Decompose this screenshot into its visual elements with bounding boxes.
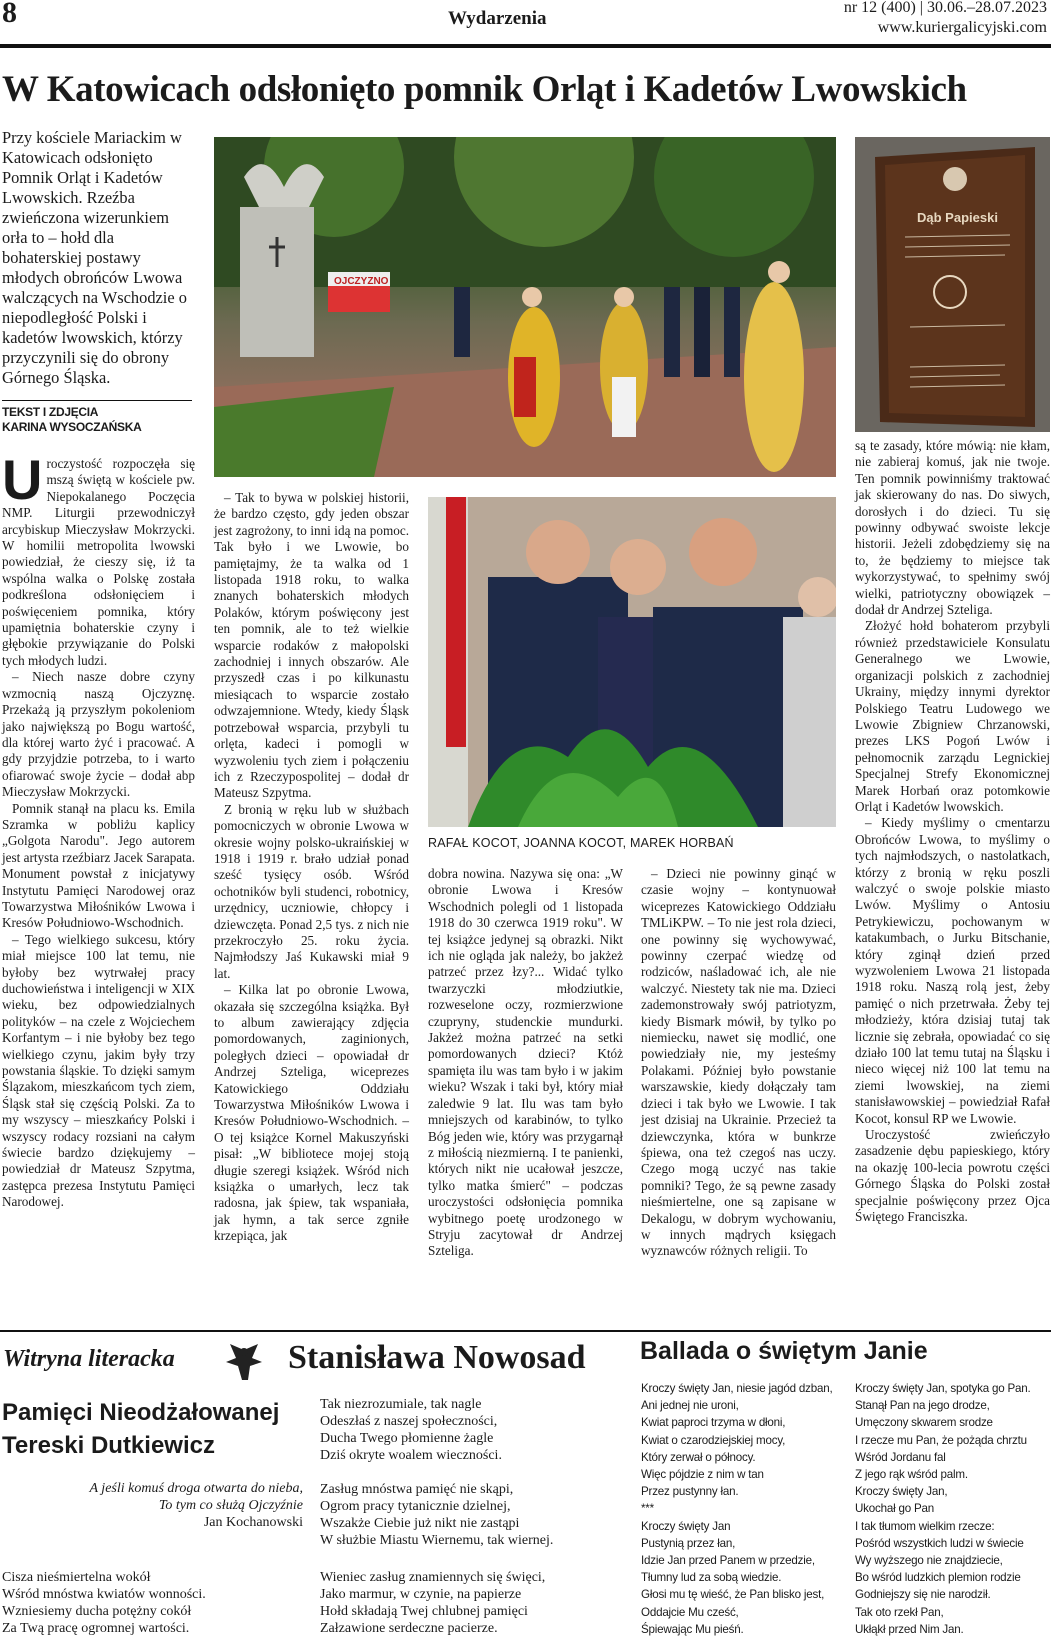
paragraph: Złożyć hołd bohaterom przybyli również przedstawiciele Konsulatu Generalnego we Lwowie, organizacji polskich z zachodniej Ukrainy, między innymi dyrektor Polskiego Teatru Ludowego we Lwowie Zbigniew Chrzanowski, prezes LKS Pogoń Lwów i pełnomocnik zarządu Legnickiej Specjalnej Strefy Ekonomicznej Marek Horbań oraz potomkowie Orląt i Kadetów lwowskich. [855,618,1050,814]
issue-number: nr 12 (400) | 30.06.–28.07.2023 [843,0,1047,16]
article-headline: W Katowicach odsłonięto pomnik Orląt i Kadetów Lwowskich [2,69,967,110]
poem-line: Za Twą pracę ogromnej wartości. [2,1621,190,1636]
article-column-4 [641,866,836,1260]
paragraph: roczystość rozpoczęła się mszą świętą w kościele pw. Niepokalanego Poczęcia NMP. Liturgii przewodniczył arcybiskup Mieczysław Mokrzycki. W homilii metropolita lwowski powiedział, że cieszy się, iż ta wspólna walka o Polskę została podkreślona odsłonięciem i poświęceniem pomnika, który upamiętnia bohaterskie czyny i głębokie przywiązanie do Polski tych młodych ludzi. [2,456,195,668]
ceremony-photo [214,137,836,477]
paragraph: – Tego wielkiego sukcesu, który miał miejsce 100 lat temu, nie byłoby bez wytrwałej pracy duchowieństwa i inteligencji w XIX wieku, bez odpowiedzialnych polityków – na czele z Wojciechem Korfantym – i nie byłoby bez tego wielkiego czynu, jakim były trzy powstania śląskie. To dzięki samym Ślązakom, mieszkańcom tych ziem, Śląsk stał się częścią Polski. Za to my wszyscy – mieszkańcy Polski i wszyscy rodacy rozsiani na całym świecie bardzo dziękujemy – powiedział dr Mateusz Szpytma, zastępca prezesa Instytutu Pamięci Narodowej. [2,931,195,1210]
issue-info [844,0,1047,38]
poem-line: W służbie Miastu Wiernemu, tak wiernej. [320,1533,554,1548]
ballad-line: Idzie Jan przed Panem w przedzie, [641,1554,815,1568]
ballad-line: Kwiat o czarodziejskiej mocy, [641,1433,786,1447]
ballad-line: Kroczy święty Jan [641,1519,731,1533]
ballad-title: Ballada o świętym Janie [640,1337,928,1365]
poem-line: Odeszłaś z naszej społeczności, [320,1414,498,1429]
page-number: 8 [2,0,17,29]
ballad-line: Więc pójdzie z nim w tan [641,1468,764,1482]
epigraph-author: Jan Kochanowski [203,1515,303,1530]
ballad-line: Kwiat paproci trzyma w dłoni, [641,1416,786,1430]
poem-line: Ogrom pracy tytanicznie dzielnej, [320,1499,511,1514]
ballad-line: Kroczy święty Jan, spotyka go Pan. [855,1382,1031,1395]
paragraph: Z bronią w ręku lub w służbach pomocniczych w obronie Lwowa w okresie wojny polsko-ukraińskiej w 1918 i 1919 r. brało udział ponad sześć tysięcy osób. Wśród ochotników byli studenci, robotnicy, urzędnicy, uczniowie, chłopcy i dziewczęta. Ponad 2,5 tys. z nich nie przekroczyło 25. roku życia. Najmłodszy Jaś Kukawski miał 9 lat. [214,801,409,981]
paragraph: – Dzieci nie powinny ginąć w czasie wojny – kontynuował wiceprezes Katowickiego Oddziału TMLiKPW. – To nie jest rola dzieci, one powinny się wychowywać, powinny czerpać wiedzę od rodziców, naśladować ich, ale nie walczyć. Niestety tak nie ma. Dzieci zademonstrowały swój patriotyzm, kiedy Bismark mówił, by tylko po niemiecku, nawet się modlić, one powiedziały nie, my jesteśmy Polakami. Później było powstanie warszawskie, kiedy dołączały tam dzieci i tak było we Lwowie. I tak jest dzisiaj na Ukrainie. Przecież ta dziewczynka, która w bunkrze śpiewa, ona też czegoś nas uczy. Czego mogą uczyć nas takie pomniki? Tego, że są pewne zasady nieśmiertelne, one są zapisane w Dekalogu, w dobrym wychowaniu, w innych mądrych księgach wyznawców różnych religii. To [641,866,836,1259]
section-divider [0,1330,1051,1332]
poem-stanza [2,1569,292,1637]
poem-stanza [320,1481,620,1549]
banner-text: OJCZYZNO [334,276,389,287]
photo-caption: RAFAŁ KOCOT, JOANNA KOCOT, MAREK HORBAŃ [428,836,734,850]
ballad-line: I tak tłumom wielkim rzecze: [855,1519,995,1533]
poet-name: Stanisława Nowosad [288,1339,586,1376]
ballad-line: Pośród wszystkich ludzi w świecie [855,1536,1024,1550]
header-rule [0,44,1051,48]
paragraph: – Kilka lat po obronie Lwowa, okazała się szczególna książka. Był to album zawierający zdjęcia pomordowanych, zaginionych, poległych dzieci – opowiadał dr Andrzej Szteliga, wiceprezes Katowickiego Oddziału Towarzystwa Miłośników Lwowa i Kresów Południowo-Wschodnich. – O tej książce Kornel Makuszyński pisał: „W bibliotece mojej stoją długie szeregi książek. Wśród nich książka o umarłych, lecz tak radosna, jak śpiew, tak wspaniała, jak hymn, a tak serce zgniłe krzepiąca, jak [214,982,409,1244]
website-link[interactable]: www.kuriergalicyjski.com [877,19,1047,36]
dropcap: U [2,448,43,511]
poem-line: Tak niezrozumiale, tak nagle [320,1397,482,1412]
ballad-line: Ukochał go Pan [855,1502,935,1516]
ballad-line: Tłumny lud za sobą wiedzie. [641,1571,782,1585]
poem-line: Hołd składają Twej chlubnej pamięci [320,1604,528,1619]
article-column-3 [428,866,623,1260]
ballad-line: Który zerwał o północy. [641,1450,756,1464]
poem-title-line: Tereski Dutkiewicz [2,1432,215,1459]
ballad-line: I rzecze mu Pan, że pożąda chrztu [855,1433,1027,1447]
paragraph: – Tak to bywa w polskiej historii, że bardzo często, gdy jeden obszar jest zagrożony, to inni idą na pomoc. Tak było i we Lwowie, bo pamiętajmy, że ta walka od 1 listopada 1918 roku, to walka znanych bohaterskich młodych Polaków, którym poświęcony jest ten pomnik, ale to też wielkie wsparcie rodaków z małopolski zachodniej i innych obszarów. Ale przyszedł czas i po kilkunastu miesiącach to wsparcie zostało odwzajemnione. Wtedy, kiedy Śląsk potrzebował wsparcia, przybyli tu orlęta, kadeci i pomogli w wyzwoleniu tych ziem i połączeniu ich z Rzeczypospolitej – dodał dr Mateusz Szpytma. [214,490,409,801]
ballad-line: Oddajcie Mu cześć, [641,1605,739,1619]
plaque-title: Dąb Papieski [917,210,998,225]
article-lead: Przy kościele Mariackim w Katowicach odsłonięto Pomnik Orląt i Kadetów Lwowskich. Rzeźba zwieńczona wizerunkiem orła to – hołd dla bohaterskiej postawy młodych obrońców Lwowa walczących na Wschodzie o niepodległość Polski i kadetów lwowskich, którzy przyczynili się do obrony Górnego Śląska. [2,128,187,387]
poem-line: Załzawione serdeczne pacierze. [320,1621,498,1636]
paragraph: – Kiedy myślimy o cmentarzu Obrońców Lwowa, to myślimy o tych najmłodszych, o nastolatkach, którzy z bronią w ręku poszli walczyć o swoje polskie miasto Lwów. Myślimy o Antosiu Petrykiewiczu, pochowanym w katakumbach, o Jurku Bitschanie, który zginął dzień przed wyzwoleniem Lwowa 21 listopada 1918 roku. Naszą rolą jest, żeby pamięć o nich przetrwała. Żeby tej młodzieży, która dzisiaj tutaj tak licznie się zebrała, opowiadać co się działo 100 lat temu tutaj na Śląsku i nieco więcej niż 100 lat temu na ziemi lwowskiej, na ziemi stanisławowskiej – powiedział Rafał Kocot, konsul RP we Lwowie. [855,815,1050,1126]
plaque-illustration [855,137,1050,432]
article-column-5 [855,438,1050,1226]
plaque-photo [855,137,1050,432]
ballad-line: Ukłąkł przed Nim Jan. [855,1622,964,1636]
poem-title [2,1396,279,1462]
ballad-line: Ani jednej nie uroni, [641,1399,739,1413]
ballad-line: Śpiewając Mu pieśń. [641,1622,744,1636]
ballad-line: Kroczy święty Jan, [855,1485,948,1499]
poem-stanza [320,1396,620,1464]
angel-icon [222,1340,266,1384]
ceremony-illustration [214,137,836,477]
article-column-2 [214,490,409,1245]
poem-line: Dziś okryte woalem wieczności. [320,1448,502,1463]
poem-line: Wieniec zasług znamiennych się święci, [320,1570,546,1585]
poem-line: Ducha Twego płomienne żagle [320,1431,494,1446]
paragraph: Pomnik stanął na placu ks. Emila Szramka w pobliżu kaplicy „Golgota Narodu". Jego autorem jest artysta rzeźbiarz Jacek Sarapata. Monument powstał z inicjatywy Instytutu Pamięci Narodowej oraz Towarzystwa Miłośników Lwowa i Kresów Południowo-Wschodnich. [2,800,195,931]
paragraph: – Niech nasze dobre czyny wzmocnią naszą Ojczyznę. Przekażą ją przyszłym pokoleniom jako największą po Bogu wartość, dla której warto żyć i pracować. A gdy przyjdzie potrzeba, to i warto ofiarować swoje życie – dodał abp Mieczysław Mokrzycki. [2,669,195,800]
ballad-line: Głosi mu tę wieść, że Pan blisko jest, [641,1588,825,1602]
ballad-line: Kroczy święty Jan, niesie jagód dzban, [641,1382,833,1395]
ballad-column-2 [855,1380,1050,1638]
people-illustration [428,497,836,827]
literary-section-title: Witryna literacka [3,1346,175,1372]
people-photo [428,497,836,827]
article-column-1 [2,448,195,1211]
paragraph: dobra nowina. Nazywa się ona: „W obronie Lwowa i Kresów Wschodnich polegli od 1 listopada 1918 do 30 czerwca 1919 roku". W tej książce jedynej są obrazki. Nikt ich nie ogląda jak należy, bo jakżeż patrzeć przez łzy?... Widać tylko twarzyczki młodziutkie, rozweselone oczy, rozmierzwione czupryny, studenckie mundurki. Jakżeż można patrzeć na setki pomordowanych dzieci? Któż spamięta ilu was tam było i w jakim wieku? Wszak i taki był, który miał zaledwie 9 lat. Ilu was tam było mniejszych od karabinów, to tylko Bóg jeden wie, który was przygarnął z miłością niezmierną. I te panienki, których nikt nie ucałował jeszcze, tylko matka śmierć" – podczas uroczystości odsłonięcia pomnika wybitnego poetę urodzonego w Stryju zacytował dr Andrzej Szteliga. [428,866,623,1259]
byline [2,400,192,435]
ballad-line: Wśród Jordanu fal [855,1450,946,1464]
ballad-line: Przez pustynny łan. [641,1485,739,1499]
byline-author: KARINA WYSOCZAŃSKA [2,420,142,434]
ballad-line: *** [641,1502,654,1516]
ballad-line: Pustynią przez łan, [641,1536,736,1550]
byline-label: TEKST I ZDJĘCIA [2,405,99,419]
poem-line: Zasług mnóstwa pamięć nie skąpi, [320,1482,514,1497]
ballad-column-1 [641,1380,846,1638]
poem-line: Jako marmur, w czynie, na papierze [320,1587,522,1602]
ballad-line: Tak oto rzekł Pan, [855,1605,944,1619]
epigraph-line: A jeśli komuś droga otwarta do nieba, [89,1481,303,1496]
ballad-line: Bo wśród ludzkich plemion rodzie [855,1571,1021,1585]
poem-line: Wzniesiemy ducha potężny cokół [2,1604,192,1619]
ballad-line: Z jego rąk wśród palm. [855,1468,968,1482]
epigraph [60,1480,303,1531]
poem-line: Cisza nieśmiertelna wokół [2,1570,151,1585]
section-title: Wydarzenia [448,8,547,29]
epigraph-line: To tym co służą Ojczyźnie [158,1498,303,1513]
poem-title-line: Pamięci Nieodżałowanej [2,1399,280,1426]
paragraph: są te zasady, które mówią: nie kłam, nie zabieraj komuś, jak nie twoje. Ten pomnik powinniśmy traktować jak skierowany do nas. Do siwych, dorosłych i do dzieci. Tu się powinny odbywać swoiste lekcje historii. Jeżeli zdobędziemy się na to, że będziemy to miejsce tak wykorzystywać, to spełnimy swój wielki, patriotyczny obowiązek – dodał dr Andrzej Szteliga. [855,438,1050,618]
ballad-line: Wy wyższego nie znajdziecie, [855,1554,1003,1568]
poem-line: Wśród mnóstwa kwiatów wonności. [2,1587,206,1602]
poem-stanza [320,1569,620,1637]
ballad-line: Godniejszy się nie narodził. [855,1588,991,1602]
ballad-line: Stanął Pan na jego drodze, [855,1399,990,1413]
poem-line: Wszakże Ciebie już nikt nie zastąpi [320,1516,520,1531]
paragraph: Uroczystość zwieńczyło zasadzenie dębu papieskiego, który na okazję 100-lecia powrotu części Górnego Śląska do Polski został specjalnie poświęcony przez Ojca Świętego Franciszka. [855,1127,1050,1225]
ballad-line: Umęczony skwarem srodze [855,1416,993,1430]
